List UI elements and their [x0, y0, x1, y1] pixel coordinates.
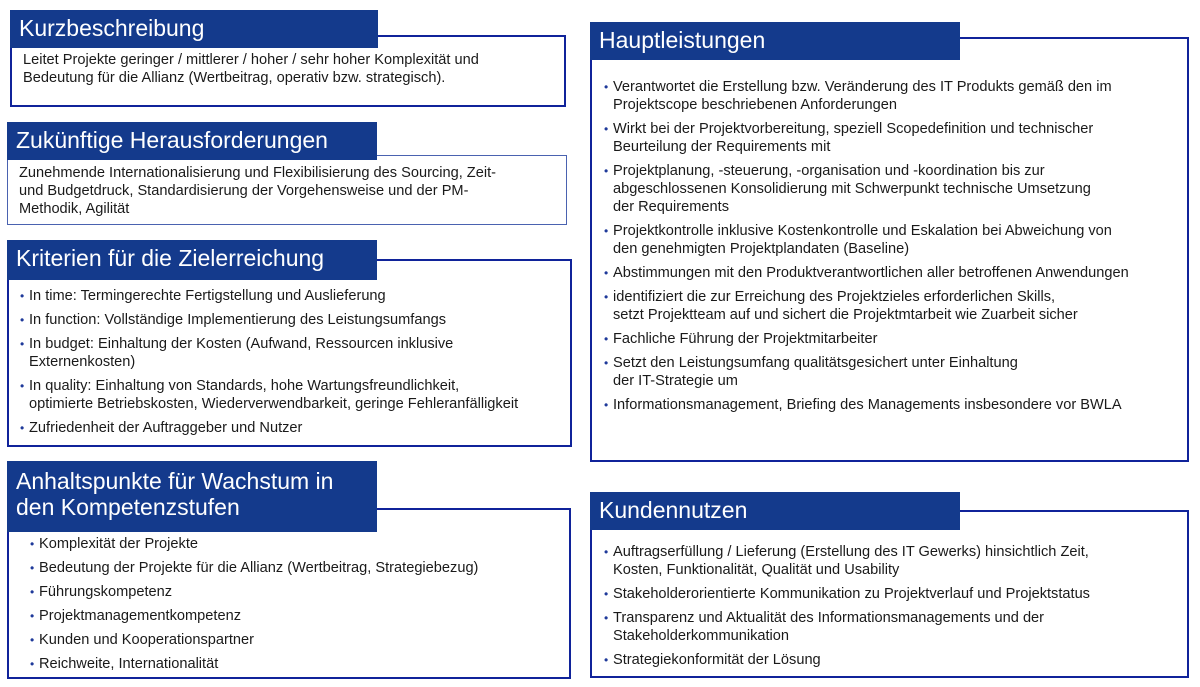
list-item-text: Informationsmanagement, Briefing des Managements insbesondere vor BWLA — [613, 397, 1122, 413]
list-item-text: Fachliche Führung der Projektmitarbeiter — [613, 331, 878, 347]
bullet-icon: • — [604, 398, 609, 412]
main-services-list — [604, 78, 1184, 420]
bullet-icon: • — [604, 653, 609, 667]
list-item — [30, 559, 565, 577]
section-title: Kurzbeschreibung — [10, 10, 378, 48]
list-item — [604, 651, 1184, 669]
list-item-text: Zufriedenheit der Auftraggeber und Nutzer — [29, 420, 303, 436]
list-item — [20, 335, 565, 371]
list-item — [604, 264, 1184, 282]
section-title: Kundennutzen — [590, 492, 960, 530]
bullet-icon: • — [604, 122, 609, 136]
bullet-icon: • — [30, 657, 35, 671]
section-title: Anhaltspunkte für Wachstum in den Kompetenzstufen — [7, 461, 377, 532]
list-item-text: Auftragserfüllung / Lieferung (Erstellung des IT Gewerks) hinsichtlich Zeit, Kosten, Funktionalität, Qualität und Usability — [613, 544, 1089, 578]
bullet-icon: • — [604, 587, 609, 601]
list-item-text: Transparenz und Aktualität des Informationsmanagements und der Stakeholderkommunikation — [613, 610, 1045, 644]
list-item-text: Projektplanung, -steuerung, -organisation und -koordination bis zur abgeschlossenen Konsolidierung mit Schwerpunkt technische Umsetzung der Requirements — [613, 163, 1091, 215]
list-item — [30, 655, 565, 673]
bullet-icon: • — [30, 585, 35, 599]
list-item — [604, 288, 1184, 324]
bullet-icon: • — [30, 561, 35, 575]
bullet-icon: • — [604, 164, 609, 178]
list-item-text: Bedeutung der Projekte für die Allianz (Wertbeitrag, Strategiebezug) — [39, 560, 479, 576]
bullet-icon: • — [30, 537, 35, 551]
list-item-text: Komplexität der Projekte — [39, 536, 198, 552]
list-item — [604, 543, 1184, 579]
bullet-icon: • — [20, 337, 25, 351]
bullet-icon: • — [20, 379, 25, 393]
list-item-text: In function: Vollständige Implementierung des Leistungsumfangs — [29, 312, 446, 328]
list-item-text: Strategiekonformität der Lösung — [613, 652, 821, 668]
bullet-icon: • — [604, 224, 609, 238]
list-item — [30, 583, 565, 601]
list-item-text: Stakeholderorientierte Kommunikation zu Projektverlauf und Projektstatus — [613, 586, 1090, 602]
bullet-icon: • — [604, 80, 609, 94]
bullet-icon: • — [20, 313, 25, 327]
growth-list — [30, 535, 565, 679]
list-item-text: Verantwortet die Erstellung bzw. Veränderung des IT Produkts gemäß den im Projektscope beschriebenen Anforderungen — [613, 79, 1112, 113]
list-item — [20, 419, 565, 437]
list-item — [604, 609, 1184, 645]
bullet-icon: • — [604, 332, 609, 346]
list-item — [604, 585, 1184, 603]
section-text: Zunehmende Internationalisierung und Flexibilisierung des Sourcing, Zeit- und Budgetdruck, Standardisierung der Vorgehensweise und der PM- Methodik, Agilität — [19, 165, 496, 217]
bullet-icon: • — [30, 609, 35, 623]
list-item-text: In time: Termingerechte Fertigstellung und Auslieferung — [29, 288, 386, 304]
list-item — [20, 287, 565, 305]
list-item — [30, 607, 565, 625]
list-item — [604, 396, 1184, 414]
list-item-text: Führungskompetenz — [39, 584, 173, 600]
bullet-icon: • — [604, 611, 609, 625]
customer-benefit-list — [604, 543, 1184, 675]
list-item-text: Abstimmungen mit den Produktverantwortlichen aller betroffenen Anwendungen — [613, 265, 1129, 281]
section-text: Leitet Projekte geringer / mittlerer / hoher / sehr hoher Komplexität und Bedeutung für die Allianz (Wertbeitrag, operativ bzw. strategisch). — [23, 52, 479, 86]
list-item — [604, 354, 1184, 390]
bullet-icon: • — [30, 633, 35, 647]
section-title: Kriterien für die Zielerreichung — [7, 240, 377, 280]
list-item-text: Projektkontrolle inklusive Kostenkontrolle und Eskalation bei Abweichung von den genehmigten Projektplandaten (Baseline) — [613, 223, 1112, 257]
list-item — [604, 222, 1184, 258]
section-title: Zukünftige Herausforderungen — [7, 122, 377, 160]
bullet-icon: • — [20, 289, 25, 303]
list-item — [20, 311, 565, 329]
criteria-list — [20, 287, 565, 443]
list-item-text: In budget: Einhaltung der Kosten (Aufwand, Ressourcen inklusive Externenkosten) — [29, 336, 454, 370]
list-item-text: Setzt den Leistungsumfang qualitätsgesichert unter Einhaltung der IT-Strategie um — [613, 355, 1018, 389]
list-item — [20, 377, 565, 413]
bullet-icon: • — [604, 290, 609, 304]
list-item — [30, 535, 565, 553]
list-item-text: Kunden und Kooperationspartner — [39, 632, 255, 648]
bullet-icon: • — [604, 266, 609, 280]
bullet-icon: • — [604, 356, 609, 370]
bullet-icon: • — [20, 421, 25, 435]
section-title: Hauptleistungen — [590, 22, 960, 60]
list-item — [604, 162, 1184, 216]
list-item-text: Wirkt bei der Projektvorbereitung, speziell Scopedefinition und technischer Beurteilung der Requirements mit — [613, 121, 1094, 155]
list-item — [30, 631, 565, 649]
list-item — [604, 120, 1184, 156]
list-item — [604, 78, 1184, 114]
list-item — [604, 330, 1184, 348]
list-item-text: Reichweite, Internationalität — [39, 656, 219, 672]
bullet-icon: • — [604, 545, 609, 559]
list-item-text: Projektmanagementkompetenz — [39, 608, 241, 624]
list-item-text: identifiziert die zur Erreichung des Projektzieles erforderlichen Skills, setzt Projektteam auf und sichert die Projektmtarbeit wie Zuarbeit sicher — [613, 289, 1078, 323]
list-item-text: In quality: Einhaltung von Standards, hohe Wartungsfreundlichkeit, optimierte Betriebskosten, Wiederverwendbarkeit, geringe Fehleranfälligkeit — [29, 378, 519, 412]
